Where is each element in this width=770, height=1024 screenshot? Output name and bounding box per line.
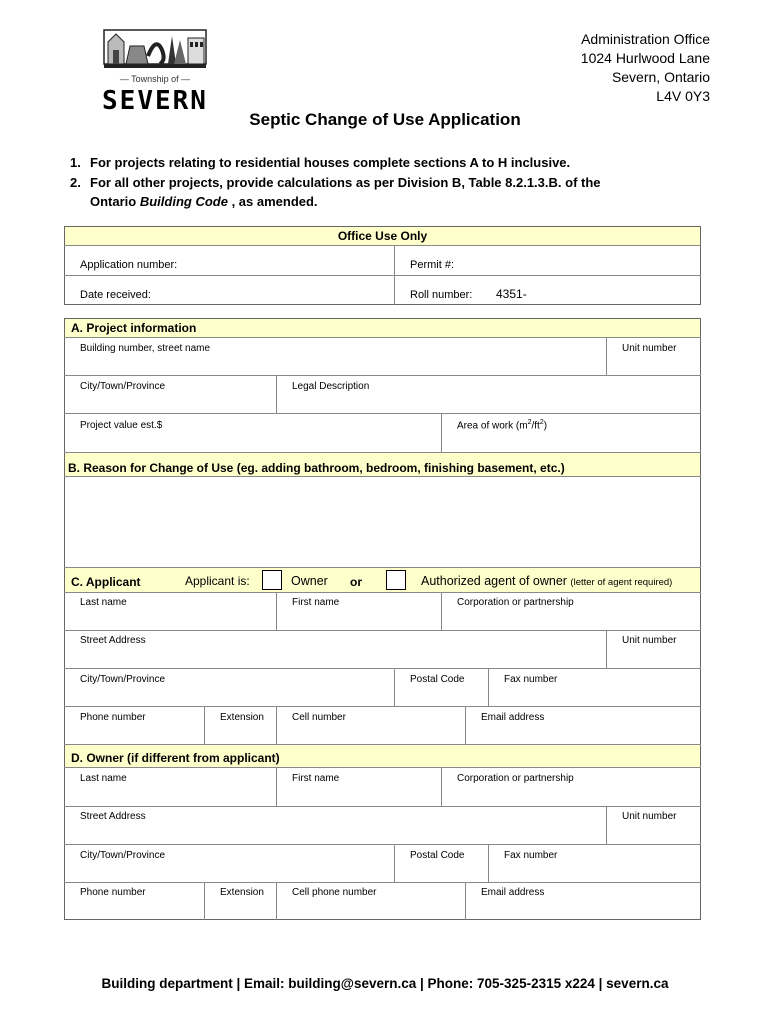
office-use-heading: Office Use Only (337, 229, 428, 243)
permit-number-field[interactable]: Permit #: (410, 259, 455, 271)
legal-description-field[interactable]: Legal Description (292, 381, 370, 392)
superscript: 2 (527, 419, 532, 426)
logo-caption: — Township of — (119, 74, 191, 84)
instruction-text: , as amended. (227, 194, 318, 209)
instruction-text: For all other projects, provide calculations as per Division B, Table 8.2.1.3.B. of the (90, 174, 601, 190)
divider (64, 882, 701, 883)
divider (64, 592, 701, 593)
instruction-item (70, 173, 601, 193)
instruction-italic: Building Code (139, 194, 228, 209)
divider (606, 630, 607, 668)
divider (64, 706, 701, 707)
d-extension-field[interactable]: Extension (220, 887, 264, 898)
divider (64, 245, 701, 246)
d-fax-field[interactable]: Fax number (504, 850, 558, 861)
application-number-field[interactable]: Application number: (80, 259, 178, 271)
c-email-field[interactable]: Email address (481, 712, 545, 723)
instruction-continuation (70, 192, 601, 212)
building-street-field[interactable]: Building number, street name (80, 343, 211, 354)
agent-checkbox[interactable] (386, 570, 406, 590)
divider (64, 767, 701, 768)
divider (204, 706, 205, 744)
c-phone-field[interactable]: Phone number (80, 712, 146, 723)
city-field[interactable]: City/Town/Province (80, 381, 166, 392)
c-last-name-field[interactable]: Last name (80, 597, 127, 608)
c-unit-number-field[interactable]: Unit number (622, 635, 677, 646)
divider (64, 275, 701, 276)
c-cell-field[interactable]: Cell number (292, 712, 346, 723)
c-city-field[interactable]: City/Town/Province (80, 674, 166, 685)
divider (441, 767, 442, 806)
address-block (581, 30, 710, 106)
divider (488, 844, 489, 882)
c-street-address-field[interactable]: Street Address (80, 635, 146, 646)
agent-label (421, 574, 672, 588)
applicant-is-label: Applicant is: (185, 574, 250, 588)
township-skyline-icon (100, 26, 210, 72)
d-cell-field[interactable]: Cell phone number (292, 887, 377, 898)
date-received-field[interactable]: Date received: (80, 289, 151, 301)
divider (465, 882, 466, 920)
divider (276, 375, 277, 413)
d-last-name-field[interactable]: Last name (80, 773, 127, 784)
township-logo (100, 26, 210, 120)
roll-number-value: 4351- (496, 287, 527, 301)
c-extension-field[interactable]: Extension (220, 712, 264, 723)
area-of-work-field[interactable] (457, 419, 547, 431)
section-b-heading: B. Reason for Change of Use (eg. adding bathroom, bedroom, finishing basement, etc.) (68, 461, 565, 475)
project-value-field[interactable]: Project value est.$ (80, 420, 163, 431)
divider (276, 882, 277, 920)
area-label: Area of work (m (457, 420, 528, 432)
divider (394, 245, 395, 305)
instruction-item (70, 153, 601, 173)
d-city-field[interactable]: City/Town/Province (80, 850, 166, 861)
owner-label: Owner (291, 574, 328, 588)
divider (276, 706, 277, 744)
c-corporation-field[interactable]: Corporation or partnership (457, 597, 574, 608)
agent-note: (letter of agent required) (570, 577, 673, 588)
owner-checkbox[interactable] (262, 570, 282, 590)
divider (441, 592, 442, 630)
divider (606, 806, 607, 844)
d-street-address-field[interactable]: Street Address (80, 811, 146, 822)
divider (64, 375, 701, 376)
area-label: ) (543, 420, 548, 432)
instruction-text: Ontario (90, 194, 140, 209)
d-phone-field[interactable]: Phone number (80, 887, 146, 898)
divider (64, 844, 701, 845)
section-d-heading: D. Owner (if different from applicant) (71, 751, 280, 765)
instruction-number: 2. (70, 174, 81, 190)
divider (394, 844, 395, 882)
page-title: Septic Change of Use Application (249, 110, 521, 129)
c-postal-code-field[interactable]: Postal Code (410, 674, 465, 685)
instruction-number: 1. (70, 155, 81, 170)
address-line: 1024 Hurlwood Lane (580, 50, 710, 66)
or-label: or (350, 575, 362, 589)
divider (394, 668, 395, 706)
divider (276, 592, 277, 630)
roll-number-field[interactable]: Roll number: (410, 289, 473, 301)
d-unit-number-field[interactable]: Unit number (622, 811, 677, 822)
unit-number-field[interactable]: Unit number (622, 343, 677, 354)
divider (276, 767, 277, 806)
section-c-heading: C. Applicant (71, 575, 141, 589)
section-a-heading: A. Project information (71, 321, 197, 335)
divider (64, 413, 701, 414)
superscript: 2 (539, 419, 544, 426)
d-first-name-field[interactable]: First name (292, 773, 340, 784)
address-line: Administration Office (581, 31, 710, 47)
agent-text: Authorized agent of owner (421, 574, 567, 588)
divider (606, 337, 607, 375)
address-line: L4V 0Y3 (656, 88, 710, 104)
address-line: Severn, Ontario (611, 69, 710, 85)
c-fax-field[interactable]: Fax number (504, 674, 558, 685)
footer-contact: Building department | Email: building@severn.ca | Phone: 705-325-2315 x224 | severn.ca (101, 976, 669, 991)
instruction-text: For projects relating to residential houses complete sections A to H inclusive. (90, 155, 571, 170)
logo-name: SEVERN (102, 86, 208, 116)
c-first-name-field[interactable]: First name (292, 597, 340, 608)
divider (204, 882, 205, 920)
divider (465, 706, 466, 744)
reason-textarea[interactable] (65, 477, 700, 567)
instructions (70, 153, 601, 212)
divider (441, 413, 442, 452)
d-email-field[interactable]: Email address (481, 887, 545, 898)
divider (488, 668, 489, 706)
d-postal-code-field[interactable]: Postal Code (410, 850, 465, 861)
d-corporation-field[interactable]: Corporation or partnership (457, 773, 574, 784)
divider (64, 668, 701, 669)
area-label: /ft (531, 420, 540, 432)
